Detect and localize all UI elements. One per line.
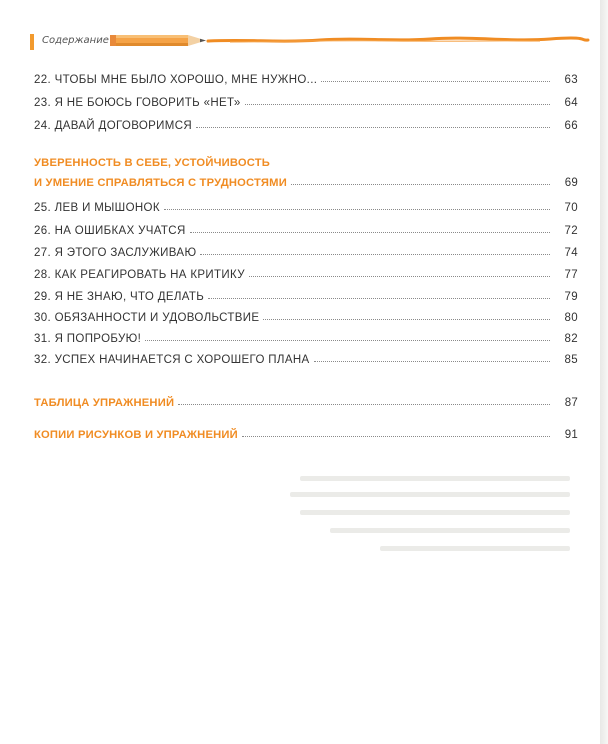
page-header	[30, 30, 590, 52]
toc-entry-title: 28. КАК РЕАГИРОВАТЬ НА КРИТИКУ	[34, 269, 245, 281]
leader-dots	[321, 81, 550, 82]
toc-section[interactable]	[34, 171, 578, 189]
toc-entry-title: 25. ЛЕВ И МЫШОНОК	[34, 202, 160, 214]
section-title-line1: УВЕРЕННОСТЬ В СЕБЕ, УСТОЙЧИВОСТЬ	[34, 157, 271, 169]
leader-dots	[249, 276, 550, 277]
toc-section-page: 91	[564, 429, 578, 441]
leader-dots	[178, 404, 550, 405]
toc-entry[interactable]	[34, 327, 578, 345]
bleed-through-text	[330, 528, 570, 533]
toc-entry[interactable]	[34, 91, 578, 109]
toc-entry-page: 82	[564, 333, 578, 345]
leader-dots	[145, 340, 550, 341]
toc-section-page: 87	[564, 397, 578, 409]
section-title: ТАБЛИЦА УПРАЖНЕНИЙ	[34, 397, 175, 409]
leader-dots	[200, 254, 550, 255]
toc-entry-page: 85	[564, 354, 578, 366]
toc-entry-title: 32. УСПЕХ НАЧИНАЕТСЯ С ХОРОШЕГО ПЛАНА	[34, 354, 310, 366]
leader-dots	[263, 319, 550, 320]
leader-dots	[208, 298, 550, 299]
toc-entry[interactable]	[34, 219, 578, 237]
leader-dots	[164, 209, 550, 210]
bleed-through-text	[380, 546, 570, 551]
pencil-icon	[110, 30, 590, 52]
toc-entry-title: 23. Я НЕ БОЮСЬ ГОВОРИТЬ «НЕТ»	[34, 97, 241, 109]
toc-entry-page: 64	[564, 97, 578, 109]
toc-entry-title: 22. ЧТОБЫ МНЕ БЫЛО ХОРОШО, МНЕ НУЖНО...	[34, 74, 318, 86]
toc-entry-page: 72	[564, 225, 578, 237]
toc-entry-page: 70	[564, 202, 578, 214]
page-edge	[600, 0, 608, 744]
header-accent-bar	[30, 34, 34, 50]
toc-entry[interactable]	[34, 241, 578, 259]
toc-entry-page: 77	[564, 269, 578, 281]
leader-dots	[242, 436, 550, 437]
toc-entry[interactable]	[34, 306, 578, 324]
toc-entry-title: 27. Я ЭТОГО ЗАСЛУЖИВАЮ	[34, 247, 197, 259]
header-label: Содержание	[42, 35, 109, 46]
leader-dots	[245, 104, 550, 105]
toc-entry[interactable]	[34, 68, 578, 86]
leader-dots	[291, 184, 550, 185]
toc-entry-page: 74	[564, 247, 578, 259]
toc-entry-page: 80	[564, 312, 578, 324]
toc-entry[interactable]	[34, 114, 578, 132]
toc-entry-page: 66	[564, 120, 578, 132]
bleed-through-text	[300, 510, 570, 515]
toc-entry-page: 79	[564, 291, 578, 303]
toc-section[interactable]	[34, 391, 578, 409]
toc-entry[interactable]	[34, 285, 578, 303]
toc-entry-title: 30. ОБЯЗАННОСТИ И УДОВОЛЬСТВИЕ	[34, 312, 260, 324]
bleed-through-text	[300, 476, 570, 481]
toc-entry-title: 26. НА ОШИБКАХ УЧАТСЯ	[34, 225, 186, 237]
section-title-line2: И УМЕНИЕ СПРАВЛЯТЬСЯ С ТРУДНОСТЯМИ	[34, 177, 287, 189]
leader-dots	[314, 361, 550, 362]
toc-entry[interactable]	[34, 196, 578, 214]
bleed-through-text	[290, 492, 570, 497]
toc-entry-title: 24. ДАВАЙ ДОГОВОРИМСЯ	[34, 120, 193, 132]
toc-section-page: 69	[564, 177, 578, 189]
section-title: КОПИИ РИСУНКОВ И УПРАЖНЕНИЙ	[34, 429, 238, 441]
leader-dots	[196, 127, 550, 128]
toc-entry-page: 63	[564, 74, 578, 86]
leader-dots	[190, 232, 550, 233]
toc-entry-title: 29. Я НЕ ЗНАЮ, ЧТО ДЕЛАТЬ	[34, 291, 205, 303]
toc-section[interactable]	[34, 423, 578, 441]
toc-entry-title: 31. Я ПОПРОБУЮ!	[34, 333, 142, 345]
toc-entry[interactable]	[34, 263, 578, 281]
toc-entry[interactable]	[34, 348, 578, 366]
